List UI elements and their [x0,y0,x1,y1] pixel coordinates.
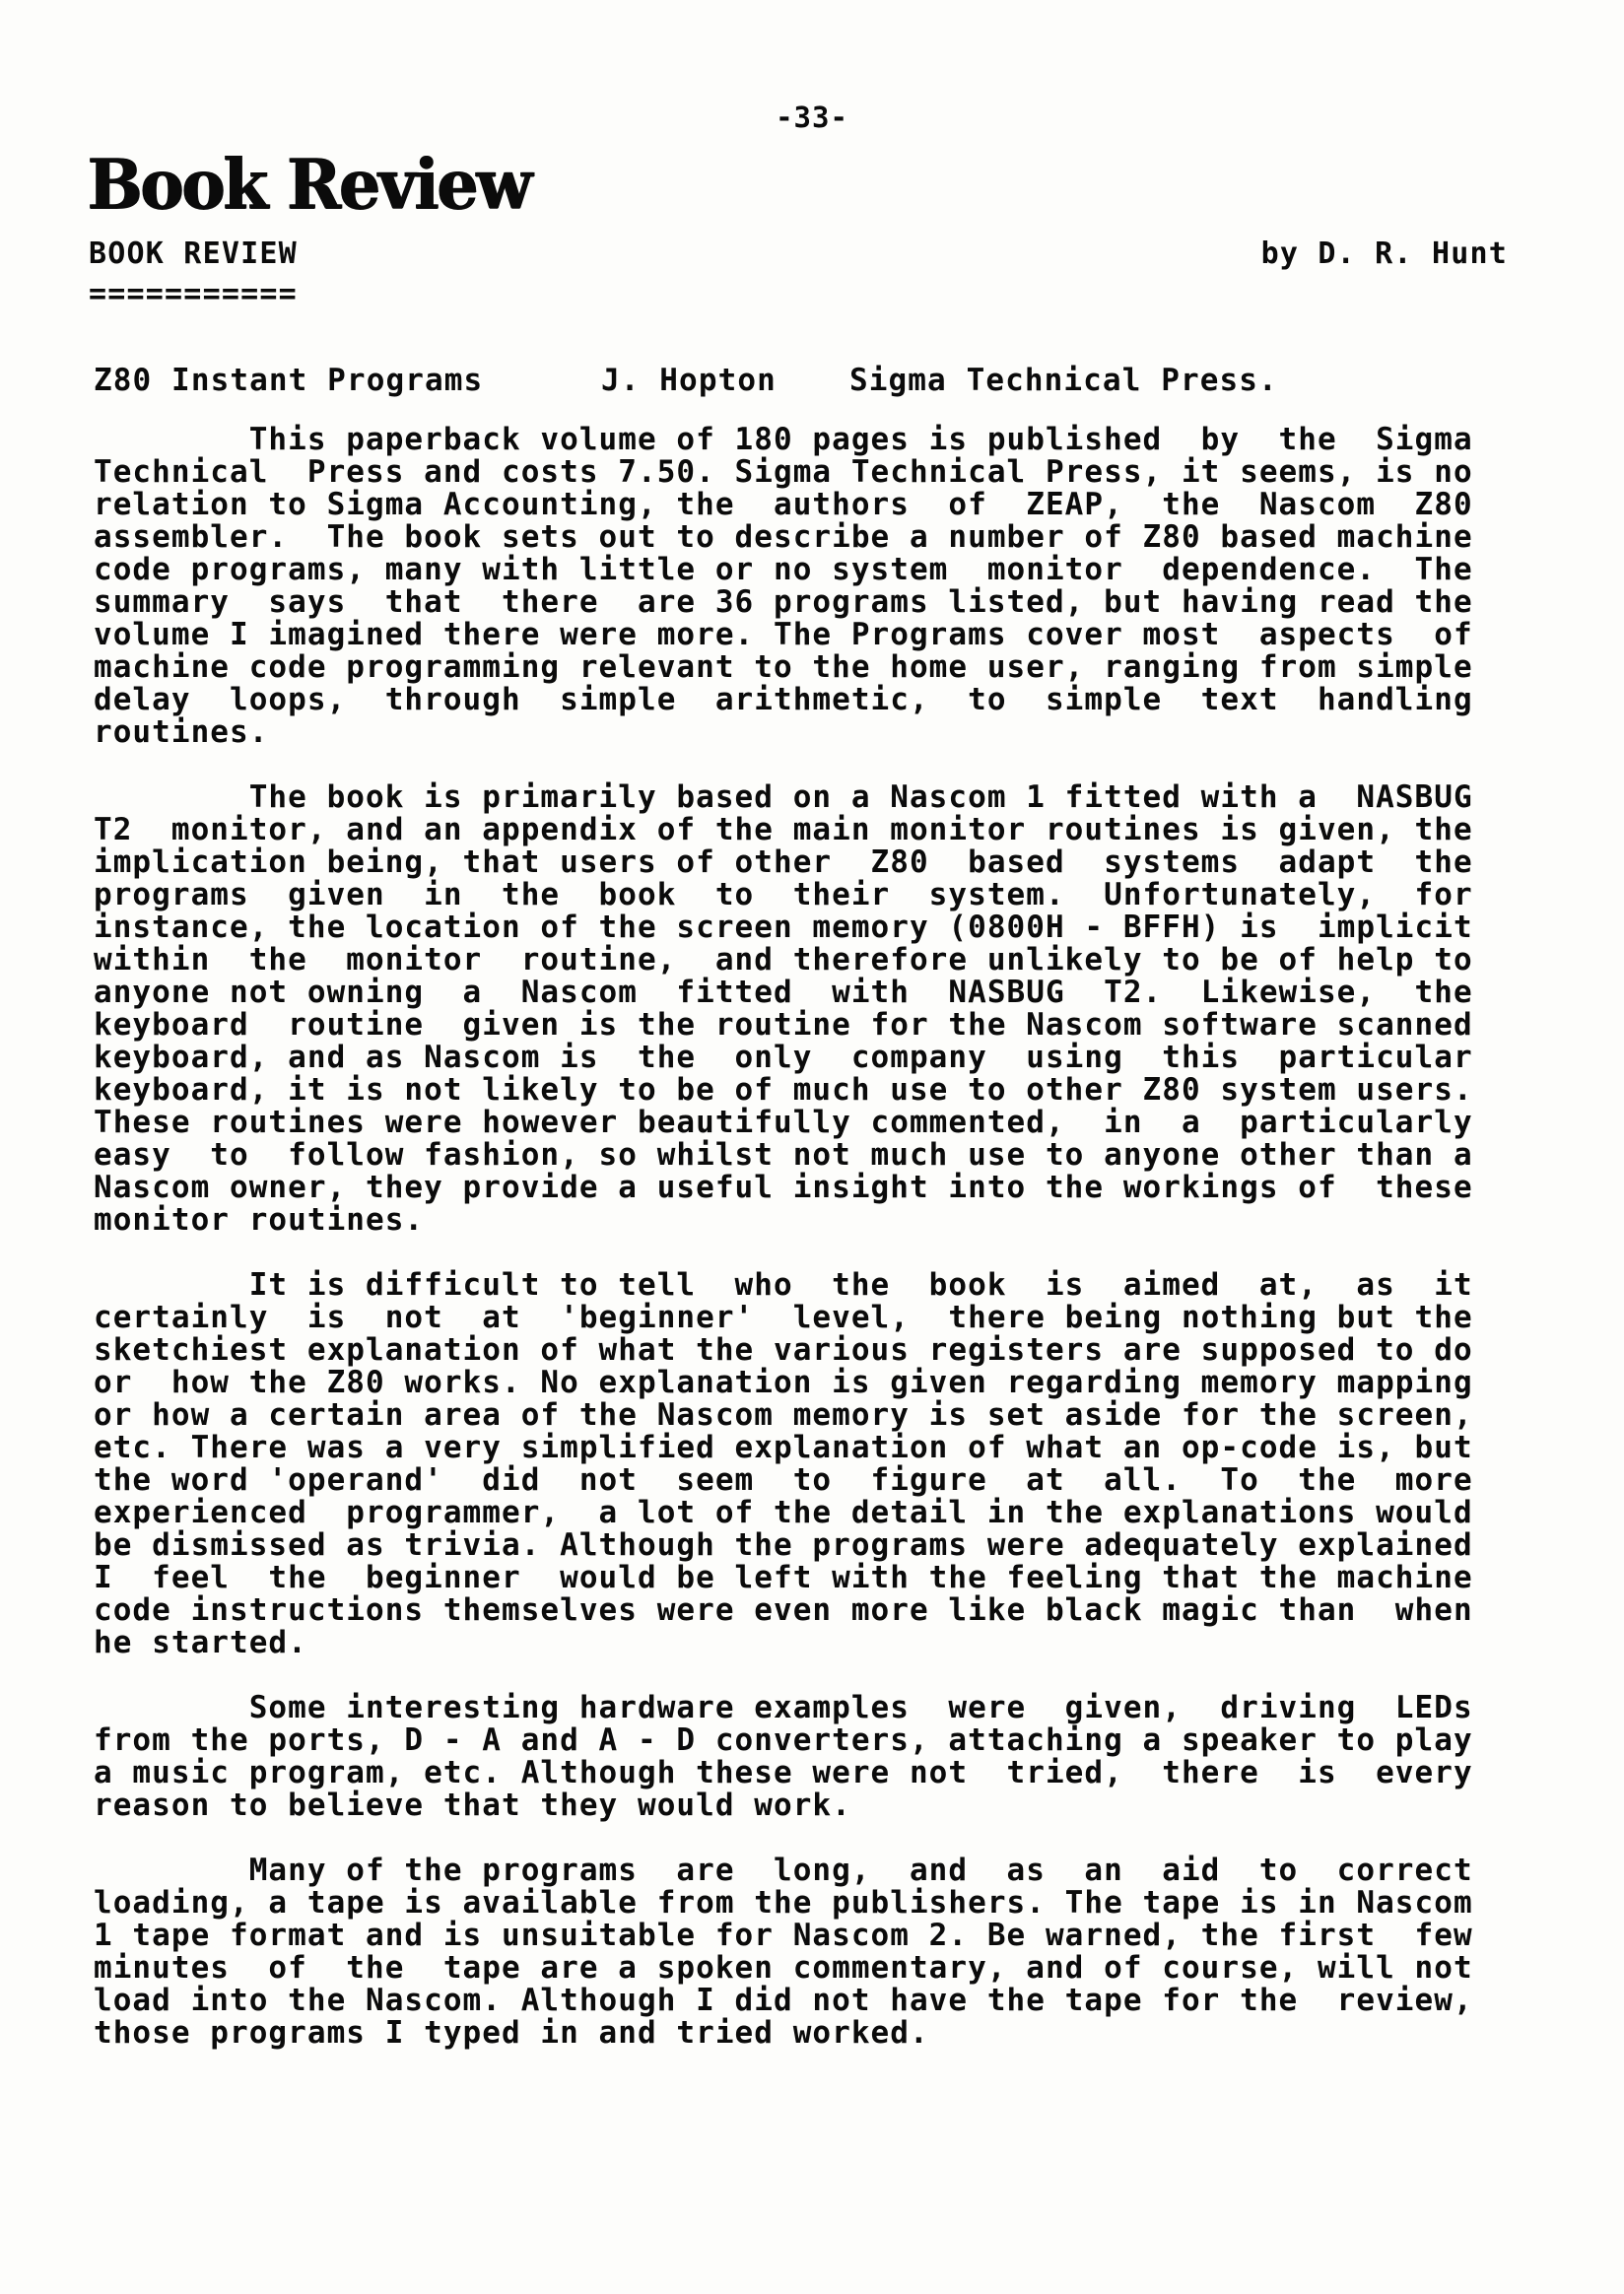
text-line: These routines were however beautifully commented, in a particularly [94,1105,1473,1140]
text-line: routines. [94,714,269,750]
book-title: Z80 Instant Programs [94,363,484,398]
text-line: The book is primarily based on a Nascom 1 fitted with a NASBUG [94,779,1473,815]
text-line: those programs I typed in and tried worked. [94,2015,929,2051]
section-title: BOOK REVIEW [89,236,298,271]
book-author: J. Hopton [601,363,777,398]
text-line: programs given in the book to their system. Unfortunately, for [94,877,1473,912]
masthead-blackletter-title: Book Review [87,143,530,226]
book-info-line [94,363,1278,398]
text-line: 1 tape format and is unsuitable for Nascom 2. Be warned, the first few [94,1918,1473,1953]
page-number: -33- [776,101,848,134]
section-title-underline: =========== [89,277,298,311]
text-line: the word 'operand' did not seem to figure at all. To the more [94,1462,1473,1498]
text-line: certainly is not at 'beginner' level, there being nothing but the [94,1300,1473,1335]
text-line: volume I imagined there were more. The Programs cover most aspects of [94,617,1473,652]
text-line: load into the Nascom. Although I did not have the tape for the review, [94,1983,1473,2018]
text-line: experienced programmer, a lot of the detail in the explanations would [94,1495,1473,1530]
section-header-row [89,236,1508,271]
text-line: code programs, many with little or no system monitor dependence. The [94,552,1473,587]
paragraph [94,1269,1535,1659]
paragraph [94,1855,1535,2050]
text-line: anyone not owning a Nascom fitted with NASBUG T2. Likewise, the [94,975,1473,1010]
text-line: implication being, that users of other Z80 based systems adapt the [94,844,1473,880]
text-line: assembler. The book sets out to describe a number of Z80 based machine [94,519,1473,555]
text-line: T2 monitor, and an appendix of the main monitor routines is given, the [94,812,1473,847]
text-line: he started. [94,1625,307,1660]
text-line: delay loops, through simple arithmetic, to simple text handling [94,682,1473,717]
text-line: This paperback volume of 180 pages is published by the Sigma [94,422,1473,457]
text-line: loading, a tape is available from the publishers. The tape is in Nascom [94,1885,1473,1921]
text-line: I feel the beginner would be left with the feeling that the machine [94,1560,1473,1595]
text-line: summary says that there are 36 programs listed, but having read the [94,584,1473,620]
text-line: machine code programming relevant to the home user, ranging from simple [94,649,1473,685]
text-line: etc. There was a very simplified explanation of what an op-code is, but [94,1430,1473,1465]
paragraph [94,1692,1535,1822]
text-line: or how a certain area of the Nascom memory is set aside for the screen, [94,1397,1473,1433]
text-line: code instructions themselves were even more like black magic than when [94,1592,1473,1628]
text-line: keyboard routine given is the routine for the Nascom software scanned [94,1007,1473,1043]
text-line: keyboard, and as Nascom is the only company using this particular [94,1040,1473,1075]
book-publisher: Sigma Technical Press. [849,363,1278,398]
text-line: It is difficult to tell who the book is aimed at, as it [94,1267,1473,1303]
text-line: reason to believe that they would work. [94,1788,851,1823]
text-line: sketchiest explanation of what the various registers are supposed to do [94,1332,1473,1368]
review-body [94,424,1535,2082]
text-line: Some interesting hardware examples were given, driving LEDs [94,1690,1473,1725]
byline: by D. R. Hunt [1260,236,1508,271]
text-line: from the ports, D - A and A - D converters, attaching a speaker to play [94,1722,1473,1758]
text-line: or how the Z80 works. No explanation is given regarding memory mapping [94,1365,1473,1400]
paragraph [94,781,1535,1237]
text-line: minutes of the tape are a spoken commentary, and of course, will not [94,1950,1473,1986]
text-line: easy to follow fashion, so whilst not much use to anyone other than a [94,1137,1473,1173]
text-line: Nascom owner, they provide a useful insight into the workings of these [94,1170,1473,1205]
text-line: instance, the location of the screen memory (0800H - BFFH) is implicit [94,910,1473,945]
text-line: relation to Sigma Accounting, the authors of ZEAP, the Nascom Z80 [94,487,1473,522]
text-line: be dismissed as trivia. Although the programs were adequately explained [94,1527,1473,1563]
text-line: Technical Press and costs 7.50. Sigma Technical Press, it seems, is no [94,454,1473,490]
text-line: keyboard, it is not likely to be of much use to other Z80 system users. [94,1072,1473,1108]
text-line: Many of the programs are long, and as an aid to correct [94,1853,1473,1888]
text-line: a music program, etc. Although these were not tried, there is every [94,1755,1473,1790]
paragraph [94,424,1535,749]
text-line: monitor routines. [94,1202,425,1238]
text-line: within the monitor routine, and therefore unlikely to be of help to [94,942,1473,978]
